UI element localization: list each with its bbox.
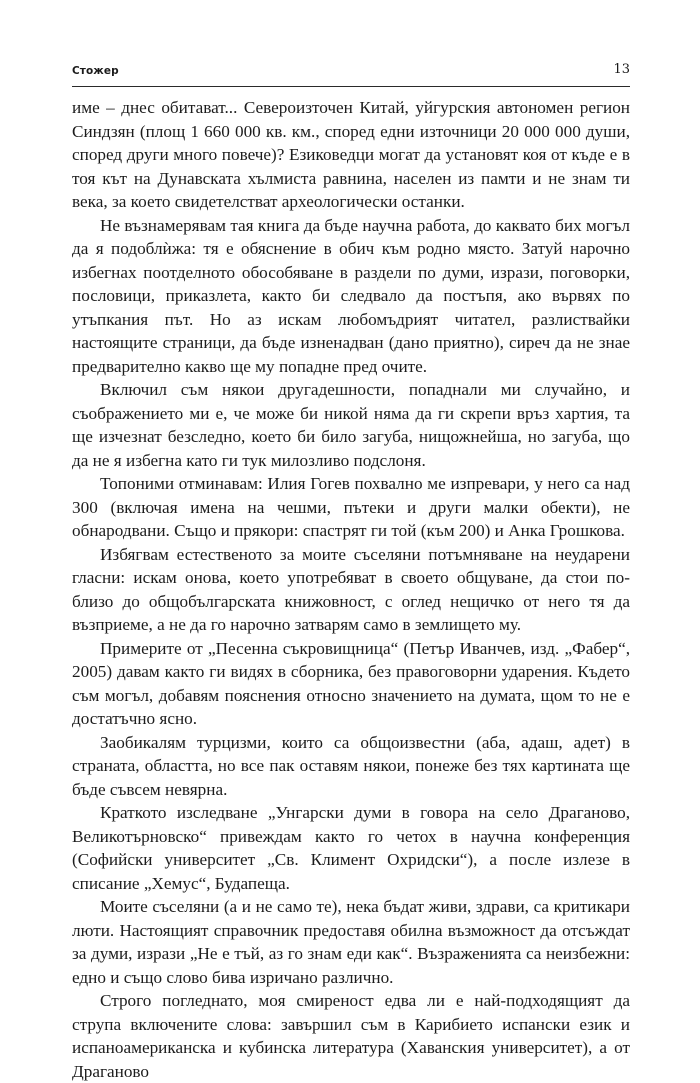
running-header-title: Стожер [72,65,119,77]
paragraph: Краткото изследване „Унгарски думи в говора на село Драганово, Великотърновско“ привеждам както го четох в научна конференция (Софийски университет „Св. Климент Охридски“), а после излезе в списание „Хемус“, Будапеща. [72,803,630,893]
paragraph-continued: име – днес обитават... Североизточен Китай, уйгурския автономен регион Синдзян (площ 1 660 000 кв. км., според едни източници 20 000 000 души, според други много повече)? Езиковедци могат да установят коя от къде е в тоя кът на Дунавската хълмиста равнина, населен из памти и не знам ти века, за което свидетелстват археологически останки. [72,98,630,211]
header-divider [72,86,630,87]
paragraph: Строго погледнато, моя смиреност едва ли е най-подходящият да струпа включените слова: завършил съм в Карибието испански език и испаноамериканска и кубинска литература (Хаванския университет), а от Драганово [72,991,630,1081]
paragraph: Топоними отминавам: Илия Гогев похвално ме изпревари, у него са над 300 (включая имена на чешми, пътеки и други малки обекти), не обнародвани. Също и прякори: спастрят ги той (към 200) и Анка Грошкова. [72,474,630,540]
paragraph: Заобикалям турцизми, които са общоизвестни (аба, адаш, адет) в страната, областта, но все пак оставям някои, понеже без тях картината ще бъде съвсем невярна. [72,732,630,799]
paragraph: Не възнамерявам тая книга да бъде научна работа, до каквато бих могъл да я подоблѝжа: тя е обяснение в обич към родно място. Затуй нарочно избегнах поотделното обособяване в раздели по думи, изрази, поговорки, пословици, приказлета, както би следвало да постъпя, ако вървях по утъпкания път. Но аз искам любомъдрият читател, разлиствайки настоящите страници, да бъде изненадван (дано приятно), сиреч да не знае предварително какво ще му попадне пред очите. [72,215,630,376]
paragraph: Избягвам естественото за моите съселяни потъмняване на неударени гласни: искам онова, което употребяват в своето общуване, да стои по-близо до общобългарската книжовност, с оглед нещичко от него тя да възприеме, а не да го нарочно затварям само в землището му. [72,544,630,634]
body-text [72,96,630,1083]
page-number: 13 [613,62,630,77]
paragraph: Включил съм някои другадешности, попаднали ми случайно, и съображението ми е, че може би никой няма да ги скрепи връз хартия, та ще изчезнат безследно, което би било загуба, нищожнейша, но загуба, що да не я избегна като ги тук милозливо подслоня. [72,380,630,470]
paragraph: Моите съселяни (а и не само те), нека бъдат живи, здрави, са критикари люти. Настоящият справочник предоставя обилна възможност да отсъждат за думи, изрази „Не е тъй, аз го знам еди как“. Възраженията са неизбежни: едно и също слово бива изричано различно. [72,897,630,987]
paragraph: Примерите от „Песенна съкровищница“ (Петър Иванчев, изд. „Фабер“, 2005) давам както ги видях в сборника, без правоговорни ударения. Където съм могъл, добавям пояснения относно значението на думата, щом то не е достатъчно ясно. [72,638,630,728]
running-header [72,62,630,82]
